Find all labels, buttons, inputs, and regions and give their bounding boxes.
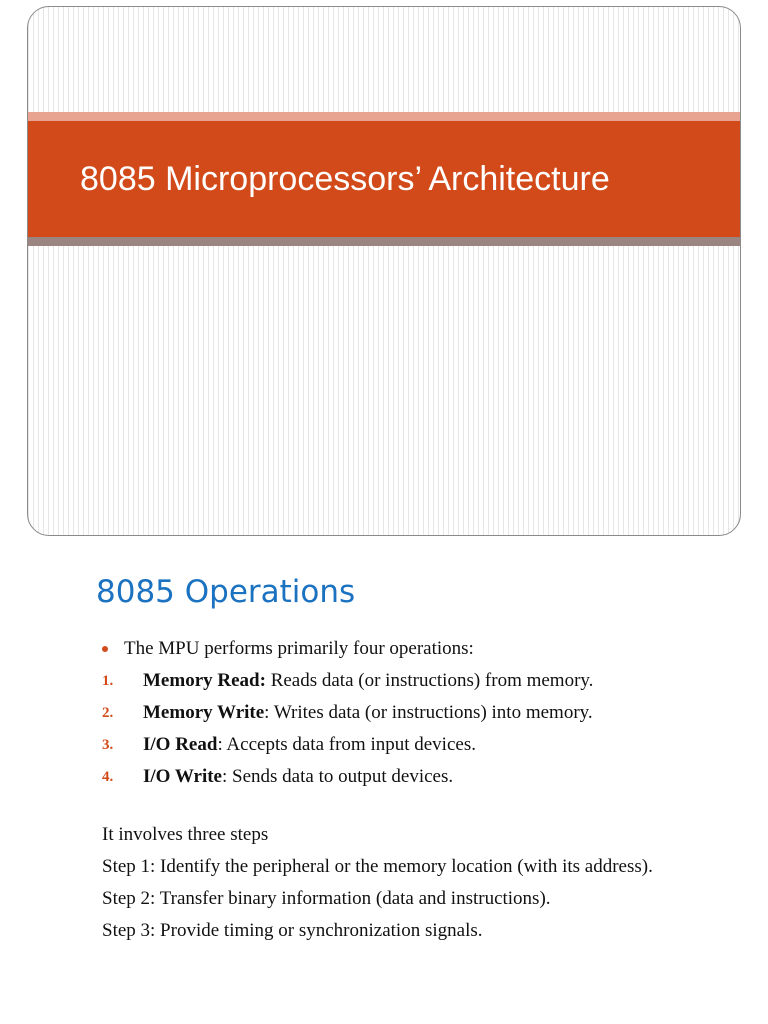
step-item: Step 3: Provide timing or synchronization signals. — [102, 920, 483, 941]
operation-number: 1. — [102, 673, 114, 689]
operation-item — [102, 700, 692, 726]
operation-term: Memory Read: — [143, 670, 266, 691]
step-item: Step 2: Transfer binary information (data and instructions). — [102, 888, 551, 909]
slide-content — [102, 636, 692, 950]
operation-item — [102, 732, 692, 758]
operation-item — [102, 668, 692, 694]
title-slide — [27, 6, 741, 536]
operation-description: : Sends data to output devices. — [222, 766, 454, 787]
operation-term: I/O Read — [143, 734, 218, 755]
steps-intro: It involves three steps — [102, 824, 269, 845]
section-heading: 8085 Operations — [96, 574, 356, 610]
operation-term: Memory Write — [143, 702, 265, 723]
operation-number: 4. — [102, 769, 114, 785]
operation-number: 3. — [102, 737, 114, 753]
title-band-top-stripe — [28, 112, 740, 121]
intro-bullet — [102, 636, 692, 662]
operation-description: Reads data (or instructions) from memory. — [265, 670, 594, 691]
spacer — [102, 796, 692, 822]
operation-description: : Writes data (or instructions) into memory. — [264, 702, 593, 723]
bullet-icon — [102, 646, 108, 652]
operation-number: 2. — [102, 705, 114, 721]
intro-bullet-text: The MPU performs primarily four operations: — [124, 638, 474, 659]
step-item: Step 1: Identify the peripheral or the memory location (with its address). — [102, 856, 653, 877]
operation-description: : Accepts data from input devices. — [217, 734, 476, 755]
title-band-bottom-stripe — [28, 237, 740, 246]
operation-term: I/O Write — [143, 766, 222, 787]
slide-title: 8085 Microprocessors’ Architecture — [80, 160, 610, 198]
operation-item — [102, 764, 692, 790]
